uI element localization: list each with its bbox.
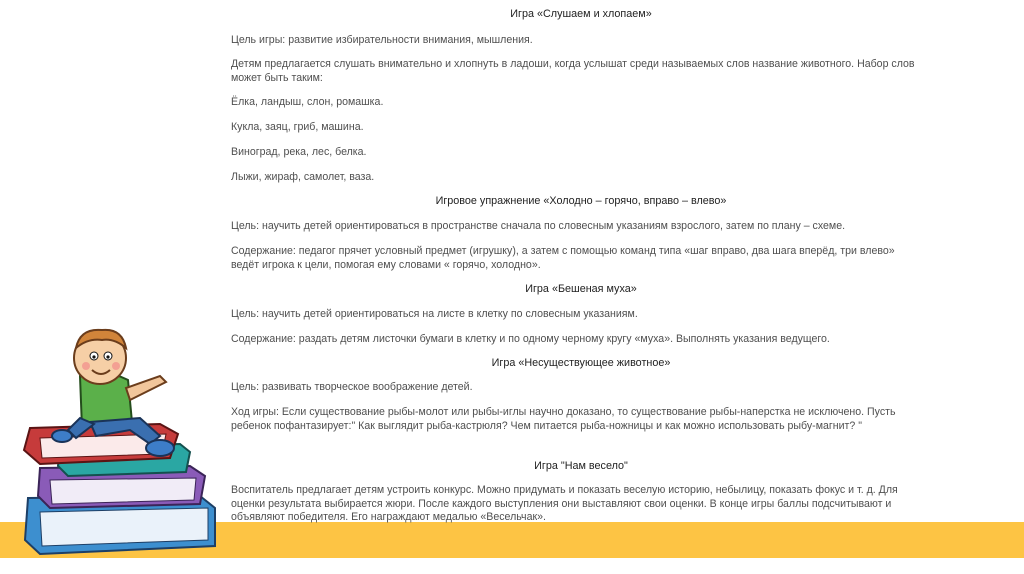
paragraph: Виноград, река, лес, белка. xyxy=(231,146,367,158)
paragraph: Ёлка, ландыш, слон, ромашка. xyxy=(231,96,384,108)
paragraph: Детям предлагается слушать внимательно и хлопнуть в ладоши, когда услышат среди называемых слов название животного. Набор слов может быть таким: xyxy=(231,58,915,84)
heading-we-are-merry: Игра "Нам весело" xyxy=(534,460,628,472)
paragraph: Цель игры: развитие избирательности внимания, мышления. xyxy=(231,34,533,46)
paragraph: Ход игры: Если существование рыбы-молот или рыбы-иглы научно доказано, то существование рыбы-наперстка не исключено. Пусть ребенок пофантазирует:" Как выглядит рыба-кастрюля? Чем питается рыба-ножницы и как можно использовать рыбу-магнит? " xyxy=(231,406,896,432)
paragraph: Цель: научить детей ориентироваться на листе в клетку по словесным указаниям. xyxy=(231,308,638,320)
heading-crazy-fly: Игра «Бешеная муха» xyxy=(525,283,637,295)
paragraph: Содержание: педагог прячет условный предмет (игрушку), а затем с помощью команд типа «шаг вправо, два шага вперёд, три влево» ведёт игрока к цели, помогая ему словами « горячо, холодно». xyxy=(231,245,895,271)
heading-hot-cold: Игровое упражнение «Холодно – горячо, вправо – влево» xyxy=(435,195,727,207)
paragraph: Цель: развивать творческое воображение детей. xyxy=(231,381,473,393)
paragraph: Кукла, заяц, гриб, машина. xyxy=(231,121,364,133)
heading-nonexistent-animal: Игра «Несуществующее животное» xyxy=(491,357,671,369)
paragraph: Содержание: раздать детям листочки бумаги в клетку и по одному черному кругу «муха». Выполнять указания ведущего. xyxy=(231,333,830,345)
heading-listen-clap: Игра «Слушаем и хлопаем» xyxy=(510,8,652,20)
boy-on-books-illustration xyxy=(10,318,235,568)
paragraph: Воспитатель предлагает детям устроить конкурс. Можно придумать и показать веселую историю, небылицу, показать фокус и т. д. Для оценки результата выбирается жюри. После каждого выступления они выставляют свои оценки. В конце игры баллы подсчитывают и объявляют победителя. Его награждают медалью «Весельчак». xyxy=(231,484,898,523)
paragraph: Цель: научить детей ориентироваться в пространстве сначала по словесным указаниям взрослого, затем по плану – схеме. xyxy=(231,220,846,232)
paragraph: Лыжи, жираф, самолет, ваза. xyxy=(231,171,375,183)
